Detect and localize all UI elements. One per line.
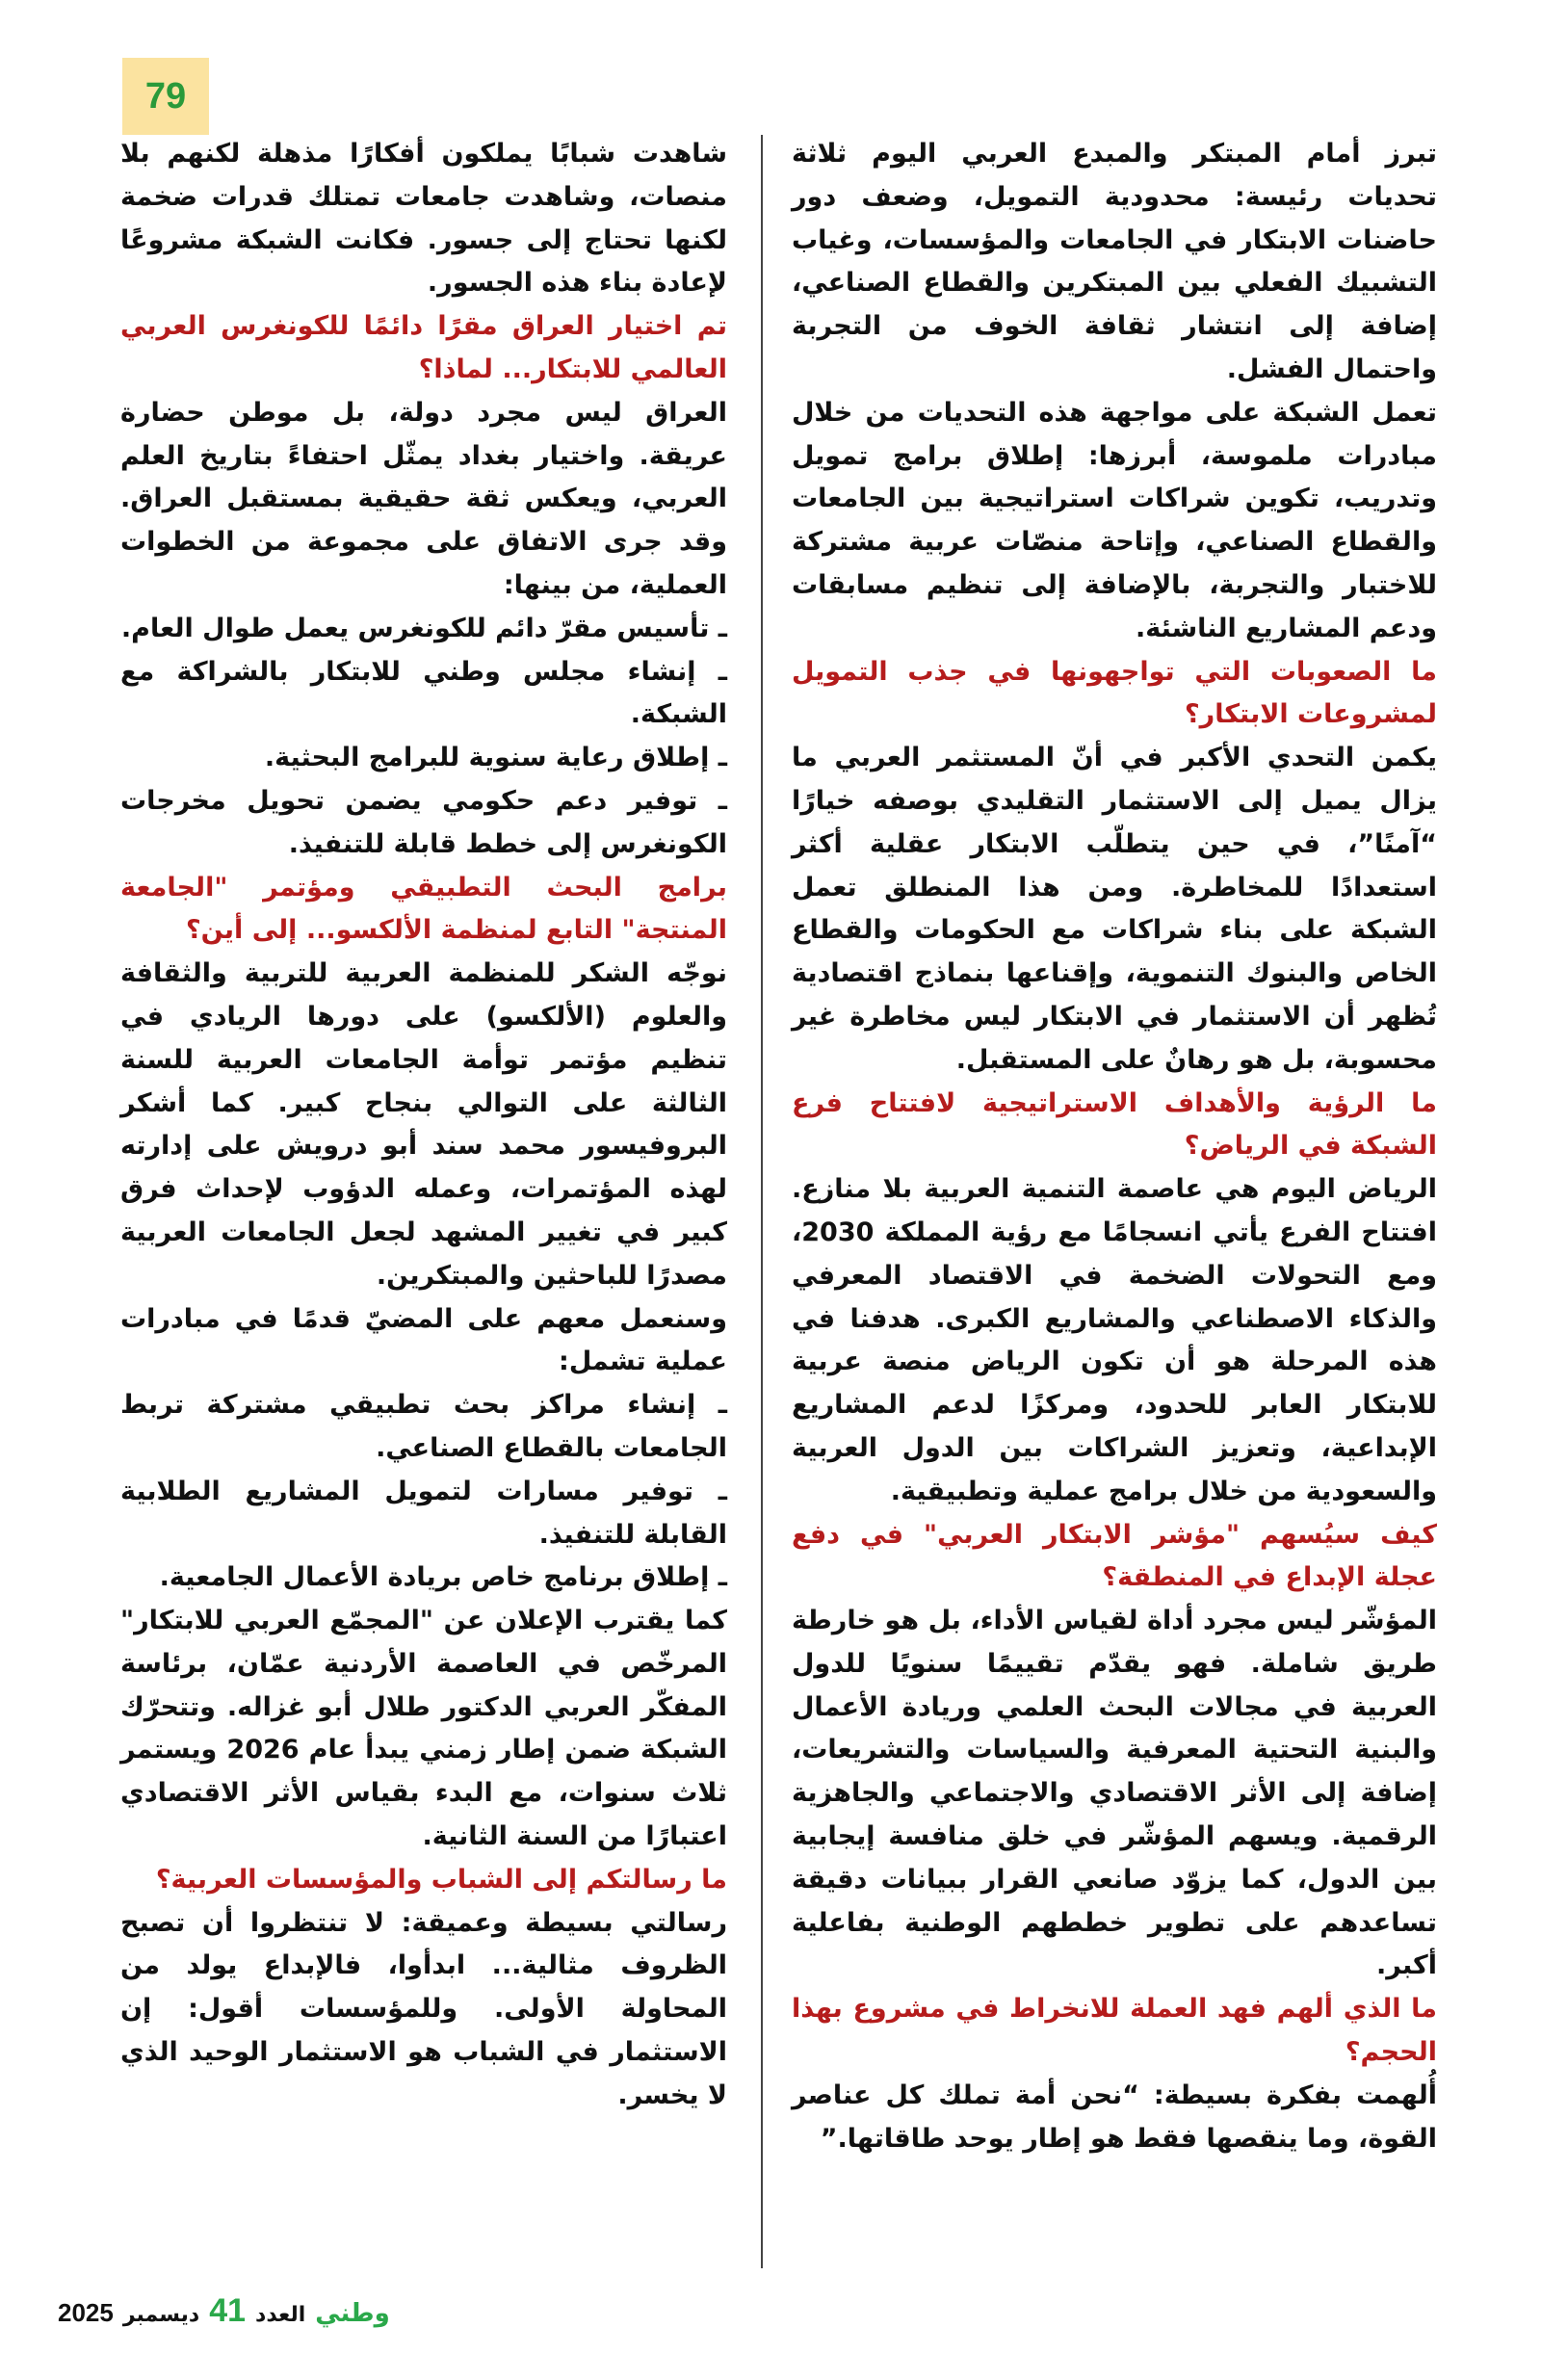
interview-question: ما رسالتكم إلى الشباب والمؤسسات العربية؟ — [155, 1864, 727, 1895]
paragraph: المؤشّر ليس مجرد أداة لقياس الأداء، بل هو خارطة طريق شاملة. فهو يقدّم تقييمًا سنويًا للدول العربية في مجالات البحث العلمي وريادة الأعمال والبنية التحتية المعرفية والسياسات والتشريعات، إضافة إلى الأثر الاقتصادي والاجتماعي والجاهزية الرقمية. ويسهم المؤشّر في خلق منافسة إيجابية بين الدول، كما يزوّد صانعي القرار ببيانات دقيقة تساعدهم على تطوير خططهم الوطنية بفاعلية أكبر. — [792, 1606, 1437, 1981]
interview-question: برامج البحث التطبيقي ومؤتمر "الجامعة المنتجة" التابع لمنظمة الألكسو... إلى أين؟ — [120, 872, 727, 946]
bullet-item: ـ توفير مسارات لتمويل المشاريع الطلابية القابلة للتنفيذ. — [120, 1476, 727, 1550]
paragraph: الرياض اليوم هي عاصمة التنمية العربية بلا منازع. افتتاح الفرع يأتي انسجامًا مع رؤية المملكة 2030، ومع التحولات الضخمة في الاقتصاد المعرفي والذكاء الاصطناعي والمشاريع الكبرى. هدفنا في هذه المرحلة هو أن تكون الرياض منصة عربية للابتكار العابر للحدود، ومركزًا لدعم المشاريع الإبداعية، وتعزيز الشراكات بين الدول العربية والسعودية من خلال برامج عملية وتطبيقية. — [792, 1174, 1437, 1506]
interview-question: كيف سيُسهم "مؤشر الابتكار العربي" في دفع عجلة الإبداع في المنطقة؟ — [792, 1519, 1437, 1593]
interview-question: ما الصعوبات التي تواجهونها في جذب التمويل لمشروعات الابتكار؟ — [792, 656, 1437, 730]
page-footer — [58, 2292, 390, 2330]
issue-year: 2025 — [58, 2298, 114, 2327]
paragraph: العراق ليس مجرد دولة، بل موطن حضارة عريقة. واختيار بغداد يمثّل احتفاءً بتاريخ العلم العربي، ويعكس ثقة حقيقية بمستقبل العراق. وقد جرى الاتفاق على مجموعة من الخطوات العملية، من بينها: — [120, 397, 727, 600]
paragraph: تبرز أمام المبتكر والمبدع العربي اليوم ثلاثة تحديات رئيسة: محدودية التمويل، وضعف دور حاضنات الابتكار في الجامعات والمؤسسات، وغياب التشبيك الفعلي بين المبتكرين والقطاع الصناعي، إضافة إلى انتشار ثقافة الخوف من التجربة واحتمال الفشل. — [792, 139, 1437, 384]
page-number-badge — [122, 58, 209, 135]
issue-number: 41 — [209, 2292, 247, 2329]
interview-question: ما الذي ألهم فهد العملة للانخراط في مشروع بهذا الحجم؟ — [792, 1994, 1437, 2068]
paragraph: كما يقترب الإعلان عن "المجمّع العربي للابتكار" المرخّص في العاصمة الأردنية عمّان، برئاسة المفكّر العربي الدكتور طلال أبو غزاله. وتتحرّك الشبكة ضمن إطار زمني يبدأ عام 2026 ويستمر ثلاث سنوات، مع البدء بقياس الأثر الاقتصادي اعتبارًا من السنة الثانية. — [120, 1606, 727, 1852]
bullet-item: ـ إنشاء مراكز بحث تطبيقي مشتركة تربط الجامعات بالقطاع الصناعي. — [120, 1390, 727, 1463]
bullet-item: ـ إطلاق رعاية سنوية للبرامج البحثية. — [264, 743, 727, 773]
left-column — [120, 133, 727, 2118]
paragraph: رسالتي بسيطة وعميقة: لا تنتظروا أن تصبح الظروف مثالية... ابدأوا، فالإبداع يولد من المحاولة الأولى. وللمؤسسات أقول: إن الاستثمار في الشباب هو الاستثمار الوحيد الذي لا يخسر. — [120, 1907, 727, 2110]
interview-question: ما الرؤية والأهداف الاستراتيجية لافتتاح فرع الشبكة في الرياض؟ — [792, 1087, 1437, 1162]
bullet-item: ـ تأسيس مقرّ دائم للكونغرس يعمل طوال العام. — [120, 613, 727, 643]
paragraph: يكمن التحدي الأكبر في أنّ المستثمر العربي ما يزال يميل إلى الاستثمار التقليدي بوصفه خيارًا “آمنًا”، في حين يتطلّب الابتكار عقلية أكثر استعدادًا للمخاطرة. ومن هذا المنطلق تعمل الشبكة على بناء شراكات مع الحكومات والقطاع الخاص والبنوك التنموية، وإقناعها بنماذج اقتصادية تُظهر أن الاستثمار في الابتكار ليس مخاطرة غير محسوبة، بل هو رهانٌ على المستقبل. — [792, 743, 1437, 1075]
column-divider — [761, 135, 763, 2268]
bullet-item: ـ إنشاء مجلس وطني للابتكار بالشراكة مع الشبكة. — [120, 656, 727, 730]
right-column — [792, 133, 1437, 2160]
bullet-item: ـ توفير دعم حكومي يضمن تحويل مخرجات الكونغرس إلى خطط قابلة للتنفيذ. — [120, 785, 727, 859]
page-number: 79 — [144, 75, 187, 117]
bullet-item: ـ إطلاق برنامج خاص بريادة الأعمال الجامعية. — [159, 1562, 727, 1593]
paragraph: تعمل الشبكة على مواجهة هذه التحديات من خلال مبادرات ملموسة، أبرزها: إطلاق برامج تمويل وتدريب، تكوين شراكات استراتيجية بين الجامعات والقطاع الصناعي، وإتاحة منصّات عربية مشتركة للاختبار والتجربة، بالإضافة إلى تنظيم مسابقات ودعم المشاريع الناشئة. — [792, 397, 1437, 643]
paragraph: أُلهمت بفكرة بسيطة: “نحن أمة تملك كل عناصر القوة، وما ينقصها فقط هو إطار يوحد طاقاتها.” — [792, 2079, 1437, 2154]
issue-label: العدد — [255, 2303, 306, 2327]
paragraph: نوجّه الشكر للمنظمة العربية للتربية والثقافة والعلوم (الألكسو) على دورها الريادي في تنظيم مؤتمر توأمة الجامعات العربية للسنة الثالثة على التوالي بنجاح كبير. كما أشكر البروفيسور محمد سند أبو درويش على إدارته لهذه المؤتمرات، وعمله الدؤوب لإحداث فرق كبير في تغيير المشهد لجعل الجامعات العربية مصدرًا للباحثين والمبتكرين. — [120, 958, 727, 1291]
paragraph: وسنعمل معهم على المضيّ قدمًا في مبادرات عملية تشمل: — [120, 1303, 727, 1377]
magazine-brand: وطني — [315, 2299, 390, 2328]
interview-question: تم اختيار العراق مقرًا دائمًا للكونغرس العربي العالمي للابتكار... لماذا؟ — [120, 311, 727, 384]
issue-month: ديسمبر — [122, 2303, 200, 2327]
paragraph: شاهدت شبابًا يملكون أفكارًا مذهلة لكنهم بلا منصات، وشاهدت جامعات تمتلك قدرات ضخمة لكنها تحتاج إلى جسور. فكانت الشبكة مشروعًا لإعادة بناء هذه الجسور. — [120, 139, 727, 299]
